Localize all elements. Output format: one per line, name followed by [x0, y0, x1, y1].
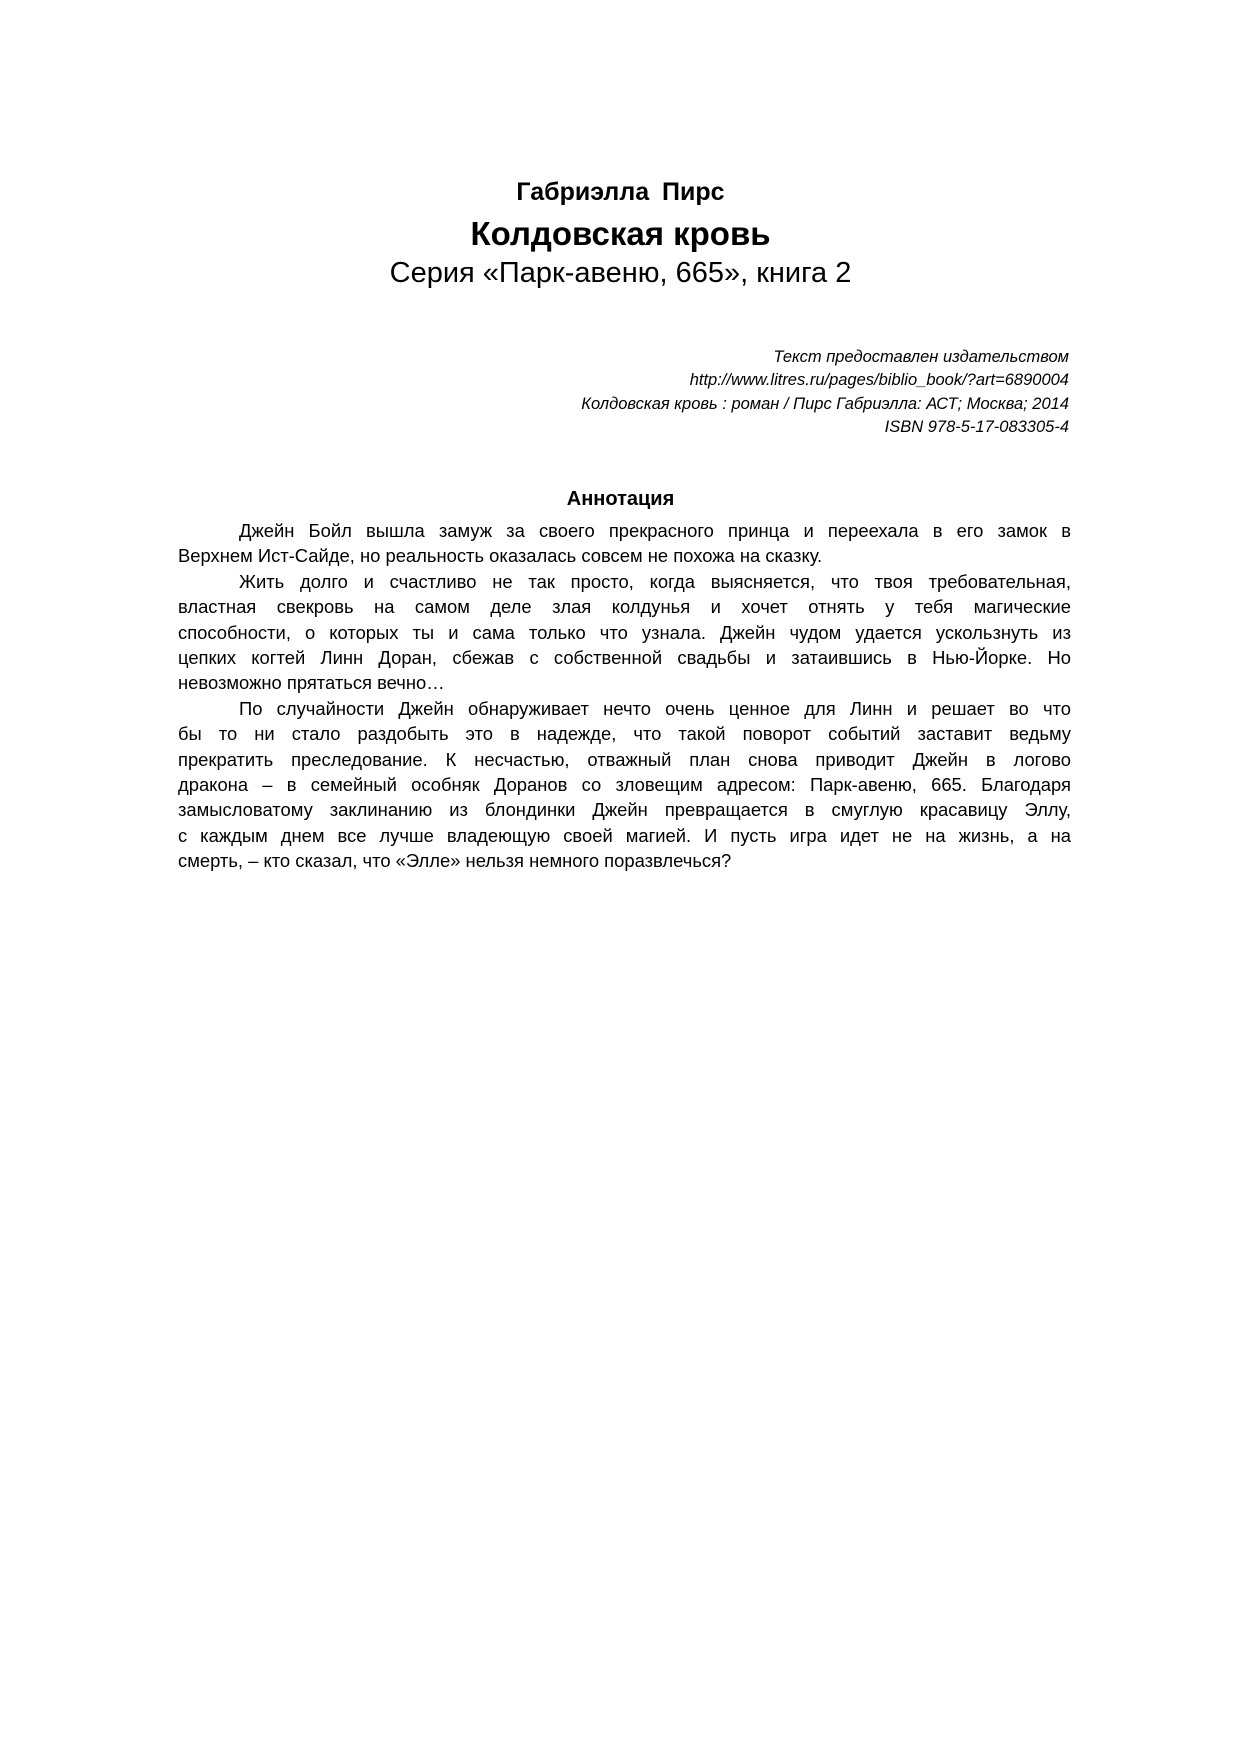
paragraph-line: с каждым днем все лучше владеющую своей магией. И пусть игра идет не на жизнь, а на — [178, 824, 1071, 846]
paragraph-line: Джейн Бойл вышла замуж за своего прекрасного принца и переехала в его замок в — [239, 520, 1071, 541]
book-title: Колдовская кровь — [470, 215, 771, 252]
book-author: Габриэлла Пирс — [516, 178, 725, 206]
paragraph-line: дракона – в семейный особняк Доранов со зловещим адресом: Парк-авеню, 665. Благодаря — [178, 774, 1071, 796]
annotation-paragraph — [178, 569, 1071, 696]
paragraph-line: прекратить преследование. К несчастью, отважный план снова приводит Джейн в логово — [178, 748, 1071, 770]
provided-by: Текст предоставлен издательством — [773, 348, 1069, 366]
paragraph-line: По случайности Джейн обнаруживает нечто очень ценное для Линн и решает во что — [239, 697, 1071, 719]
paragraph-line: Жить долго и счастливо не так просто, когда выясняется, что твоя требовательная, — [239, 570, 1071, 592]
source-url: http://www.litres.ru/pages/biblio_book/?art=6890004 — [689, 371, 1069, 390]
annotation-heading: Аннотация — [566, 488, 675, 510]
book-series: Серия «Парк-авеню, 665», книга 2 — [389, 257, 852, 289]
annotation-body — [178, 518, 1071, 874]
paragraph-line: способности, о которых ты и сама только что узнала. Джейн чудом удается ускользнуть из — [178, 621, 1071, 643]
paragraph-line: цепких когтей Линн Доран, сбежав с собственной свадьбы и затаившись в Нью-Йорке. Но — [178, 647, 1071, 669]
paragraph-line: Верхнем Ист-Сайде, но реальность оказалась совсем не похожа на сказку. — [178, 545, 823, 567]
publication-info — [581, 346, 1069, 439]
paragraph-line: властная свекровь на самом деле злая колдунья и хочет отнять у тебя магические — [178, 596, 1071, 618]
paragraph-line: смерть, – кто сказал, что «Элле» нельзя немного поразвлечься? — [178, 850, 732, 872]
citation: Колдовская кровь : роман / Пирс Габриэлла: АСТ; Москва; 2014 — [581, 394, 1069, 413]
annotation-paragraph — [178, 696, 1071, 874]
paragraph-line: замысловатому заклинанию из блондинки Джейн превращается в смуглую красавицу Эллу, — [178, 799, 1071, 821]
paragraph-line: невозможно прятаться вечно… — [178, 672, 445, 694]
annotation-paragraph — [178, 518, 1071, 569]
paragraph-line: бы то ни стало раздобыть это в надежде, что такой поворот событий заставит ведьму — [178, 723, 1071, 745]
isbn: ISBN 978-5-17-083305-4 — [884, 417, 1069, 436]
